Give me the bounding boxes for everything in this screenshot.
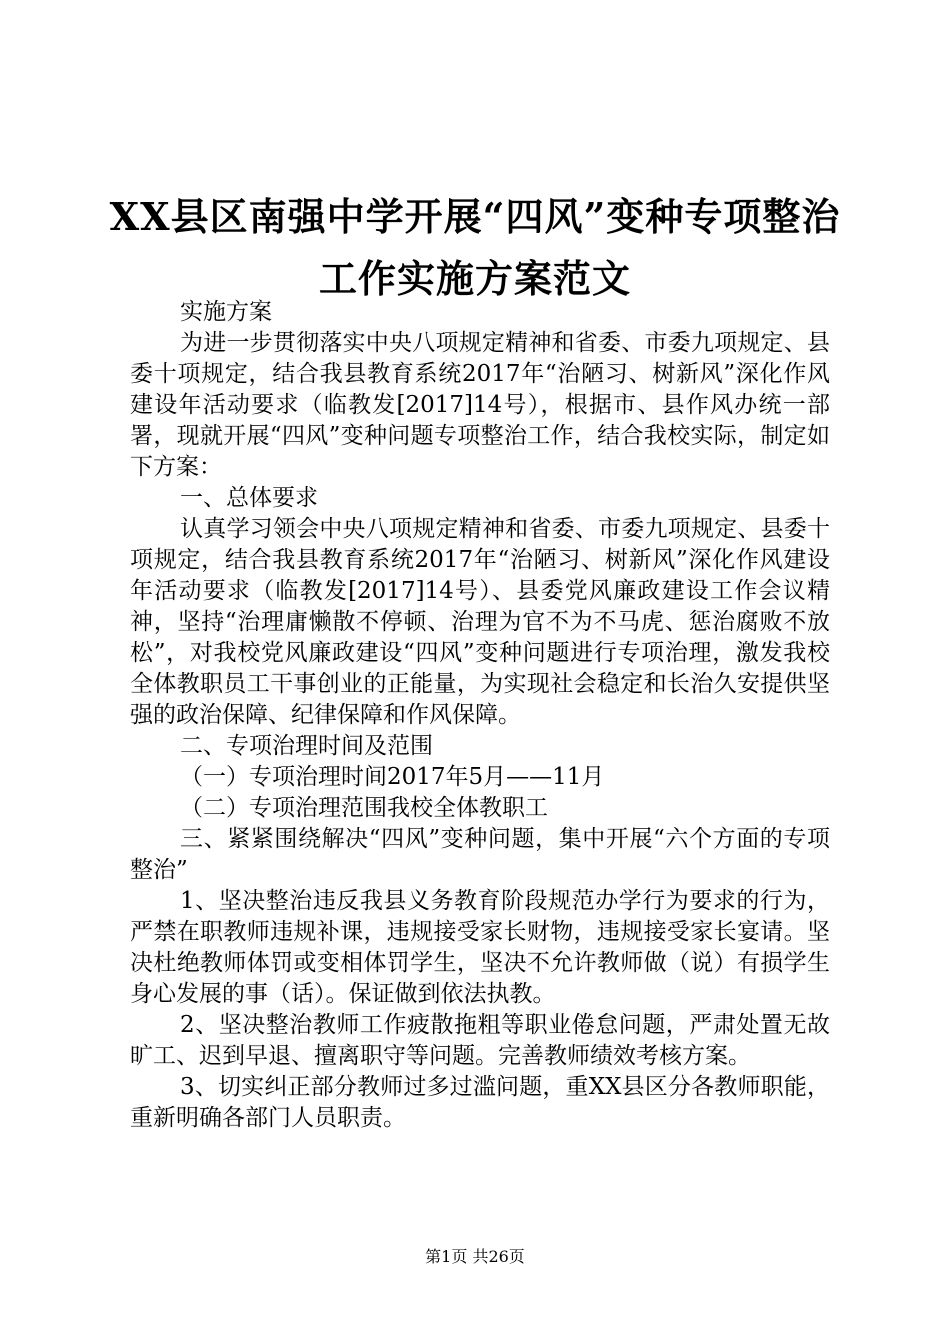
paragraph-item-3: 3、切实纠正部分教师过多过滥问题，重XX县区分各教师职能，重新明确各部门人员职责。 [130,1074,830,1131]
section-heading-six-rectifications: 三、紧紧围绕解决“四风”变种问题，集中开展“六个方面的专项整治” [130,826,830,883]
paragraph-overall-requirements: 认真学习领会中央八项规定精神和省委、市委九项规定、县委十项规定，结合我县教育系统2017年“治陋习、树新风”深化作风建设年活动要求（临教发[2017]14号）、县委党风廉政建设工作会议精神，坚持“治理庸懒散不停顿、治理为官不为不马虎、惩治腐败不放松”，对我校党风廉政建设“四风”变种问题进行专项治理，激发我校全体教职员工干事创业的正能量，为实现社会稳定和长治久安提供坚强的政治保障、纪律保障和作风保障。 [130,516,830,728]
document-body [130,297,830,1134]
document-title-line-1: XX县区南强中学开展“四风”变种专项整治 [109,194,841,239]
paragraph-item-2: 2、坚决整治教师工作疲散拖粗等职业倦怠问题，严肃处置无故旷工、迟到早退、擅离职守等问题。完善教师绩效考核方案。 [130,1012,830,1069]
paragraph-time: （一）专项治理时间2017年5月——11月 [180,764,605,790]
paragraph-intro: 为进一步贯彻落实中央八项规定精神和省委、市委九项规定、县委十项规定，结合我县教育系统2017年“治陋习、树新风”深化作风建设年活动要求（临教发[2017]14号），根据市、县作风办统一部署，现就开展“四风”变种问题专项整治工作，结合我校实际，制定如下方案： [130,330,830,480]
page-footer: 第1页 共26页 [425,1247,525,1266]
paragraph-heading-plan: 实施方案 [180,299,272,325]
document-title-line-2: 工作实施方案范文 [318,256,631,301]
paragraph-item-1: 1、坚决整治违反我县义务教育阶段规范办学行为要求的行为，严禁在职教师违规补课，违规接受家长财物，违规接受家长宴请。坚决杜绝教师体罚或变相体罚学生，坚决不允许教师做（说）有损学生身心发展的事（话）。保证做到依法执教。 [130,888,830,1007]
section-heading-time-scope: 二、专项治理时间及范围 [180,733,433,759]
paragraph-scope: （二）专项治理范围我校全体教职工 [180,795,548,821]
section-heading-overall-requirements: 一、总体要求 [180,485,318,511]
